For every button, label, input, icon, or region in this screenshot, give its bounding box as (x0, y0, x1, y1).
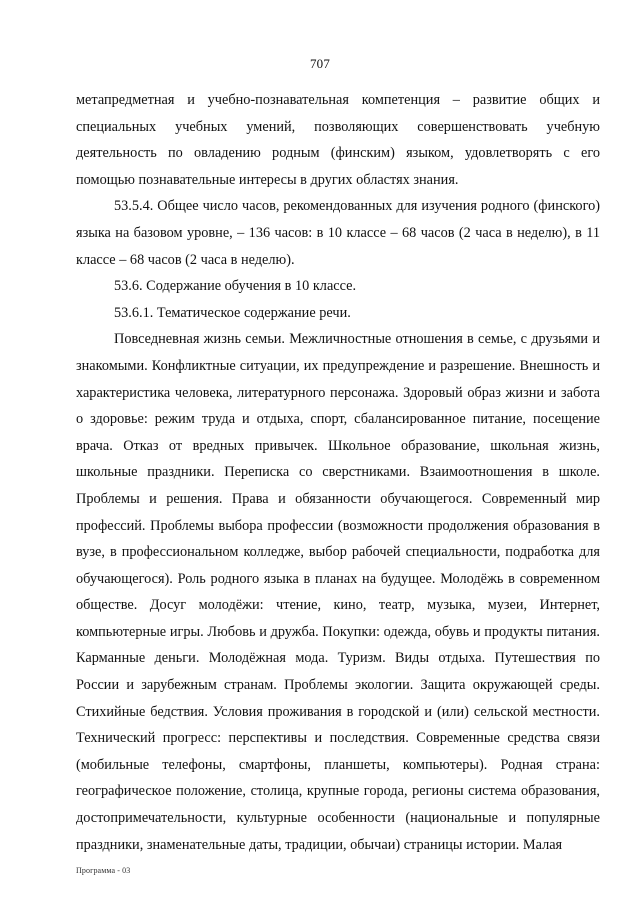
paragraph-competence: метапредметная и учебно-познавательная компетенция – развитие общих и специальных учебных умений, позволяющих совершенствовать учебную деятельность по овладению родным (финским) языком, удовлетворять с его помощью познавательные интересы в других областях знания. (76, 92, 600, 188)
document-body (76, 87, 600, 858)
paragraph-topics: Повседневная жизнь семьи. Межличностные отношения в семье, с друзьями и знакомыми. Конфликтные ситуации, их предупреждение и разрешение. Внешность и характеристика человека, литературного персонажа. Здоровый образ жизни и забота о здоровье: режим труда и отдыха, спорт, сбалансированное питание, посещение врача. Отказ от вредных привычек. Школьное образование, школьная жизнь, школьные праздники. Переписка со сверстниками. Взаимоотношения в школе. Проблемы и решения. Права и обязанности обучающегося. Современный мир профессий. Проблемы выбора профессии (возможности продолжения образования в вузе, в профессиональном колледже, выбор рабочей специальности, подработка для обучающегося). Роль родного языка в планах на будущее. Молодёжь в современном обществе. Досуг молодёжи: чтение, кино, театр, музыка, музеи, Интернет, компьютерные игры. Любовь и дружба. Покупки: одежда, обувь и продукты питания. Карманные деньги. Молодёжная мода. Туризм. Виды отдыха. Путешествия по России и зарубежным странам. Проблемы экологии. Защита окружающей среды. Стихийные бедствия. Условия проживания в городской и (или) сельской местности. Технический прогресс: перспективы и последствия. Современные средства связи (мобильные телефоны, смартфоны, планшеты, компьютеры). Родная страна: географическое положение, столица, крупные города, регионы система образования, достопримечательности, культурные особенности (национальные и популярные праздники, знаменательные даты, традиции, обычаи) страницы истории. Малая (76, 331, 600, 853)
section-heading-content: 53.6. Содержание обучения в 10 классе. (114, 278, 357, 295)
subsection-heading-topics: 53.6.1. Тематическое содержание речи. (114, 304, 351, 321)
footer-label: Программа - 03 (76, 866, 131, 875)
paragraph-hours: 53.5.4. Общее число часов, рекомендованных для изучения родного (финского) языка на базовом уровне, – 136 часов: в 10 классе – 68 часов (2 часа в неделю), в 11 классе – 68 часов (2 часа в неделю). (76, 198, 600, 268)
page-number: 707 (309, 56, 331, 71)
